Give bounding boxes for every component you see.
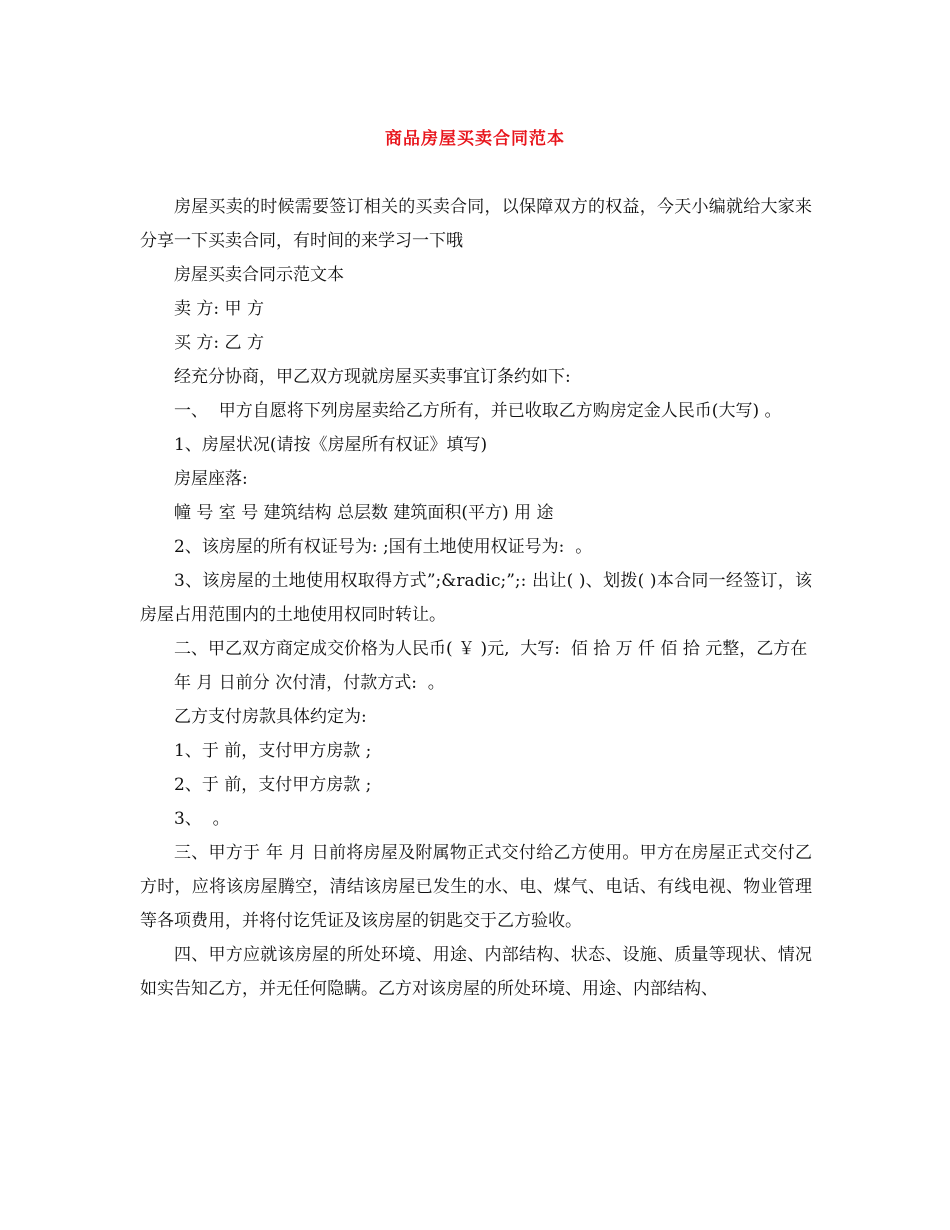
paragraph-house-status: 1、房屋状况(请按《房屋所有权证》填写) xyxy=(174,435,488,455)
paragraph-payment-1: 1、于 前，支付甲方房款 ; xyxy=(174,741,372,761)
paragraph-intro: 房屋买卖的时候需要签订相关的买卖合同，以保障双方的权益，今天小编就给大家来分享一下买卖合同，有时间的来学习一下哦 xyxy=(140,197,812,251)
paragraph-clause-4: 四、甲方应就该房屋的所处环境、用途、内部结构、状态、设施、质量等现状、情况如实告知乙方，并无任何隐瞒。乙方对该房屋的所处环境、用途、内部结构、 xyxy=(140,945,812,999)
paragraph-agreement-lead: 经充分协商，甲乙双方现就房屋买卖事宜订条约如下: xyxy=(174,367,571,387)
paragraph-buyer: 买 方: 乙 方 xyxy=(174,333,264,353)
paragraph-payment-3: 3、 。 xyxy=(174,809,230,829)
paragraph-land-use: 3、该房屋的土地使用权取得方式”;&radic;”;: 出让( )、划拨( )本合同一经签订，该房屋占用范围内的土地使用权同时转让。 xyxy=(140,571,812,625)
paragraph-payment-method: 年 月 日前分 次付清，付款方式: 。 xyxy=(174,673,445,693)
paragraph-sample-heading: 房屋买卖合同示范文本 xyxy=(174,265,344,285)
paragraph-house-location: 房屋座落: xyxy=(174,469,248,489)
paragraph-payment-2: 2、于 前，支付甲方房款 ; xyxy=(174,775,372,795)
paragraph-payment-terms: 乙方支付房款具体约定为: xyxy=(174,707,367,727)
document-body xyxy=(140,190,812,1006)
paragraph-certificate-numbers: 2、该房屋的所有权证号为: ;国有土地使用权证号为: 。 xyxy=(174,537,593,557)
paragraph-seller: 卖 方: 甲 方 xyxy=(174,299,264,319)
paragraph-house-fields: 幢 号 室 号 建筑结构 总层数 建筑面积(平方) 用 途 xyxy=(174,503,554,523)
paragraph-clause-1: 一、 甲方自愿将下列房屋卖给乙方所有，并已收取乙方购房定金人民币(大写) 。 xyxy=(174,401,782,421)
paragraph-clause-2: 二、甲乙双方商定成交价格为人民币( ￥ )元, 大写: 佰 拾 万 仟 佰 拾 元整，乙方在 xyxy=(174,639,808,659)
document-title: 商品房屋买卖合同范本 xyxy=(385,129,565,149)
paragraph-clause-3: 三、甲方于 年 月 日前将房屋及附属物正式交付给乙方使用。甲方在房屋正式交付乙方时，应将该房屋腾空，清结该房屋已发生的水、电、煤气、电话、有线电视、物业管理等各项费用，并将付讫凭证及该房屋的钥匙交于乙方验收。 xyxy=(140,843,812,931)
